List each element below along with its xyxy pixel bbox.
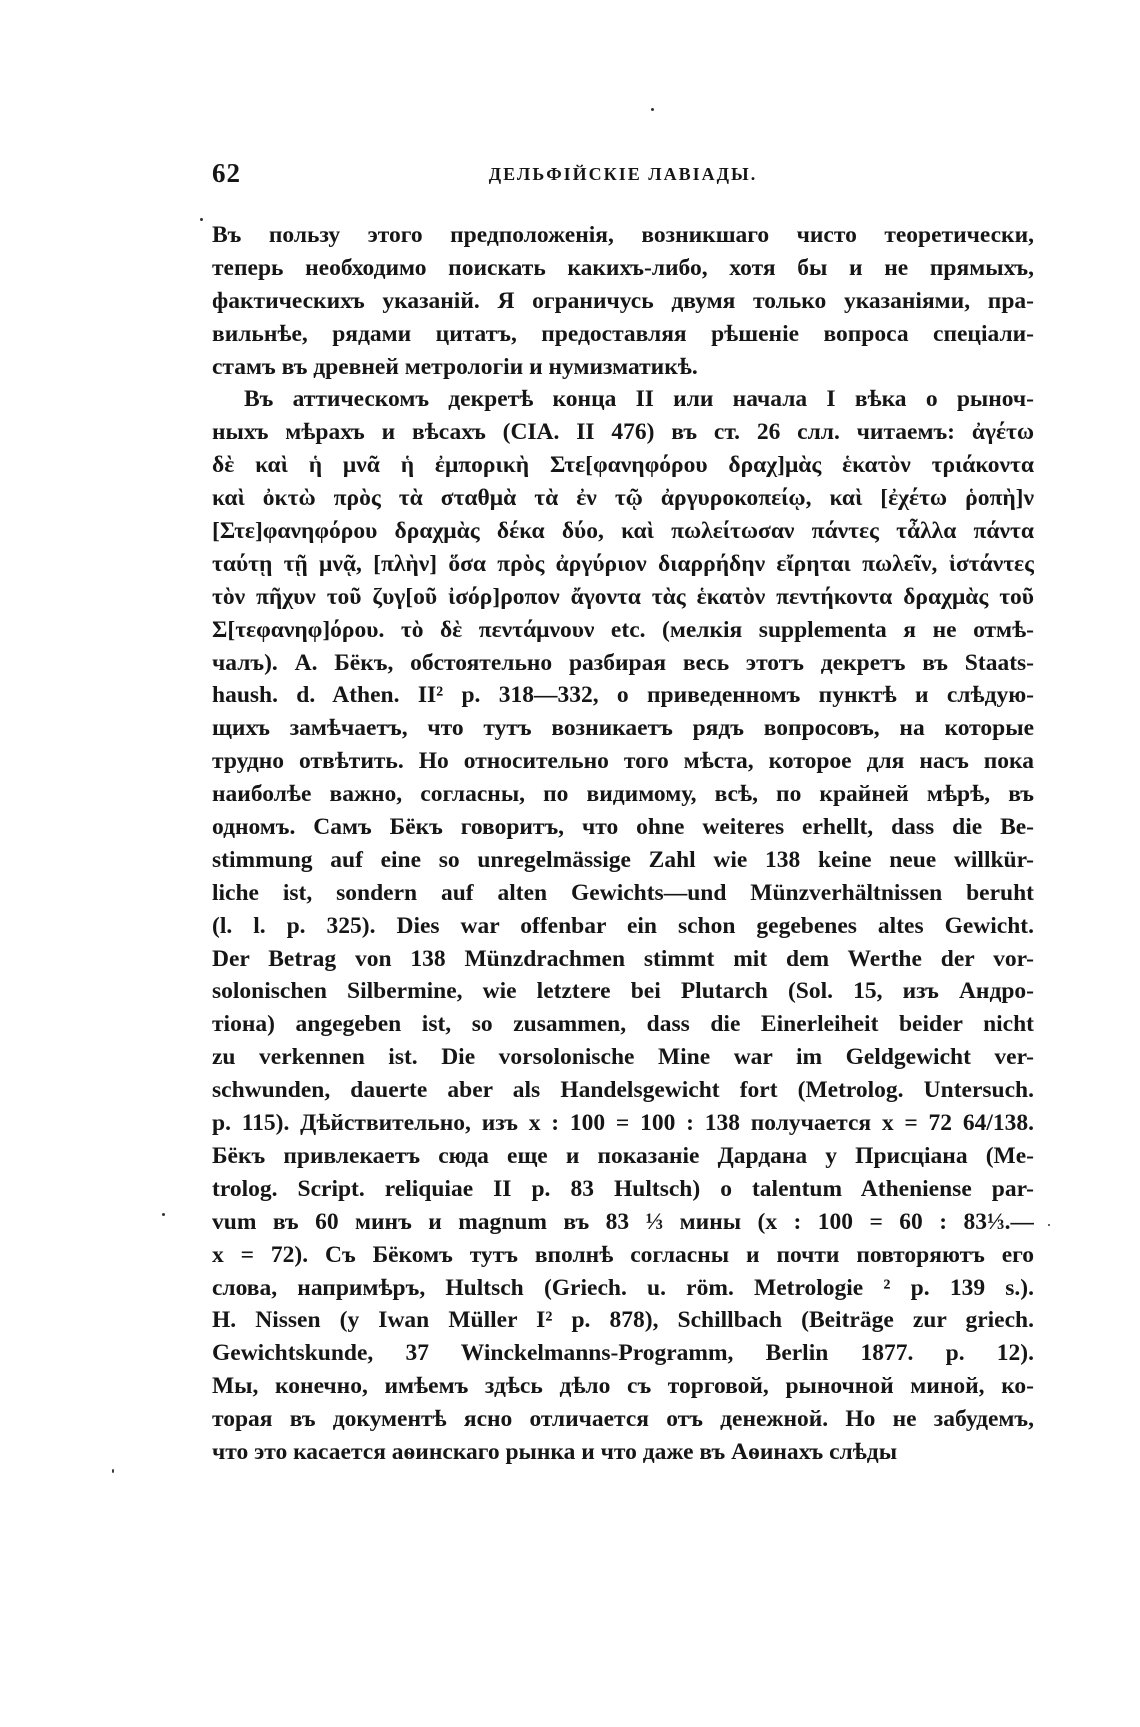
text-line: стамъ въ древней метрологіи и нумизматикѣ.: [212, 353, 698, 380]
scan-speck: [162, 1213, 165, 1216]
scan-speck: [651, 108, 654, 111]
text-line: schwunden, dauerte aber als Handelsgewicht fort (Metrolog. Untersuch.: [212, 1077, 1034, 1104]
text-line: вильнѣе, рядами цитатъ, предоставляя рѣшеніе вопроса спеціали-: [212, 320, 1034, 347]
text-line: наиболѣе важно, согласны, по видимому, всѣ, по крайней мѣрѣ, въ: [212, 781, 1034, 808]
text-line: trolog. Script. reliquiae II p. 83 Hultsch) о talentum Atheniense par-: [212, 1175, 1034, 1202]
body-text: [212, 219, 1034, 1469]
text-line: одномъ. Самъ Бёкъ говоритъ, что ohne weiteres erhellt, dass die Be-: [212, 814, 1034, 841]
text-line: (l. l. p. 325). Dies war offenbar ein schon gegebenes altes Gewicht.: [212, 912, 1034, 939]
text-line: τὸν πῆχυν τοῦ ζυγ[οῦ ἰσόρ]ροπον ἄγοντα τὰς ἑκατὸν πεντήκοντα δραχμὰς τοῦ: [212, 583, 1034, 610]
text-line: ταύτῃ τῇ μνᾷ, [πλὴν] ὅσα πρὸς ἀργύριον διαρρήδην εἴρηται πωλεῖν, ἱστάντες: [212, 550, 1034, 577]
text-line: торая въ документѣ ясно отличается отъ денежной. Но не забудемъ,: [212, 1406, 1034, 1433]
scan-speck: [1048, 1224, 1050, 1226]
text-line: [Στε]φανηφόρου δραχμὰς δέκα δύο, καὶ πωλείτωσαν πάντες τἆλλα πάντα: [212, 518, 1034, 545]
text-line: H. Nissen (у Iwan Müller I² p. 878), Schillbach (Beiträge zur griech.: [212, 1307, 1034, 1334]
text-line: καὶ ὀκτὼ πρὸς τὰ σταθμὰ τὰ ἐν τῷ ἀργυροκοπείῳ, καὶ [ἐχέτω ῥοπὴ]ν: [212, 485, 1034, 512]
text-line: щихъ замѣчаетъ, что тутъ возникаетъ рядъ вопросовъ, на которые: [212, 715, 1034, 742]
text-line: haush. d. Athen. II² p. 318—332, о приведенномъ пунктѣ и слѣдую-: [212, 682, 1034, 709]
text-line: solonischen Silbermine, wie letztere bei Plutarch (Sol. 15, изъ Андро-: [212, 978, 1034, 1005]
text-line: δὲ καὶ ἡ μνᾶ ἡ ἐμπορικὴ Στε[φανηφόρου δραχ]μὰς ἑκατὸν τριάκοντα: [212, 452, 1034, 479]
text-line: x = 72). Съ Бёкомъ тутъ вполнѣ согласны и почти повторяютъ его: [212, 1241, 1034, 1268]
text-line: stimmung auf eine so unregelmässige Zahl wie 138 keine neue willkür-: [212, 846, 1034, 873]
scan-speck: [200, 218, 203, 221]
scan-speck: [112, 1469, 114, 1473]
page-number: 62: [212, 158, 241, 188]
text-line: p. 115). Дѣйствительно, изъ x : 100 = 100 : 138 получается x = 72 64/138.: [212, 1110, 1034, 1137]
text-line: Бёкъ привлекаетъ сюда еще и показаніе Дардана у Присціана (Me-: [212, 1142, 1034, 1169]
text-line: Въ пользу этого предположенія, возникшаго чисто теоретически,: [212, 222, 1034, 248]
text-line: Въ аттическомъ декретѣ конца II или начала I вѣка о рыноч-: [244, 386, 1034, 413]
text-line: трудно отвѣтить. Но относительно того мѣста, которое для насъ пока: [212, 748, 1034, 775]
text-line: слова, напримѣръ, Hultsch (Griech. u. röm. Metrologie ² p. 139 s.).: [212, 1274, 1034, 1301]
text-line: Der Betrag von 138 Münzdrachmen stimmt mit dem Werthe der vor-: [212, 945, 1034, 972]
text-line: zu verkennen ist. Die vorsolonische Mine war im Geldgewicht ver-: [212, 1044, 1034, 1071]
text-line: ныхъ мѣрахъ и вѣсахъ (CIA. II 476) въ ст. 26 слл. читаемъ: ἀγέτω: [212, 419, 1034, 446]
text-line: liche ist, sondern auf alten Gewichts—und Münzverhältnissen beruht: [212, 879, 1034, 906]
text-line: чалъ). А. Бёкъ, обстоятельно разбирая весь этотъ декретъ въ Staats-: [212, 649, 1034, 676]
text-line: Мы, конечно, имѣемъ здѣсь дѣло съ торговой, рыночной миной, ко-: [212, 1373, 1034, 1400]
page-header: [212, 158, 1034, 192]
text-line: Σ[τεφανηφ]όρου. τὸ δὲ πεντάμνουν etc. (мелкія supplementa я не отмѣ-: [212, 616, 1034, 643]
running-title: ДЕЛЬФІЙСКІЕ ЛАВІАДЫ.: [488, 164, 758, 184]
text-line: что это касается аѳинскаго рынка и что даже въ Аѳинахъ слѣды: [212, 1438, 898, 1465]
text-line: тіона) angegeben ist, so zusammen, dass die Einerleiheit beider nicht: [212, 1011, 1034, 1038]
text-line: Gewichtskunde, 37 Winckelmanns-Programm, Berlin 1877. p. 12).: [212, 1340, 1034, 1367]
text-line: фактическихъ указаній. Я ограничусь двумя только указаніями, пра-: [212, 287, 1034, 314]
text-line: теперь необходимо поискать какихъ-либо, хотя бы и не прямыхъ,: [212, 254, 1034, 281]
text-line: vum въ 60 минъ и magnum въ 83 ⅓ мины (x : 100 = 60 : 83⅓.—: [212, 1208, 1034, 1235]
